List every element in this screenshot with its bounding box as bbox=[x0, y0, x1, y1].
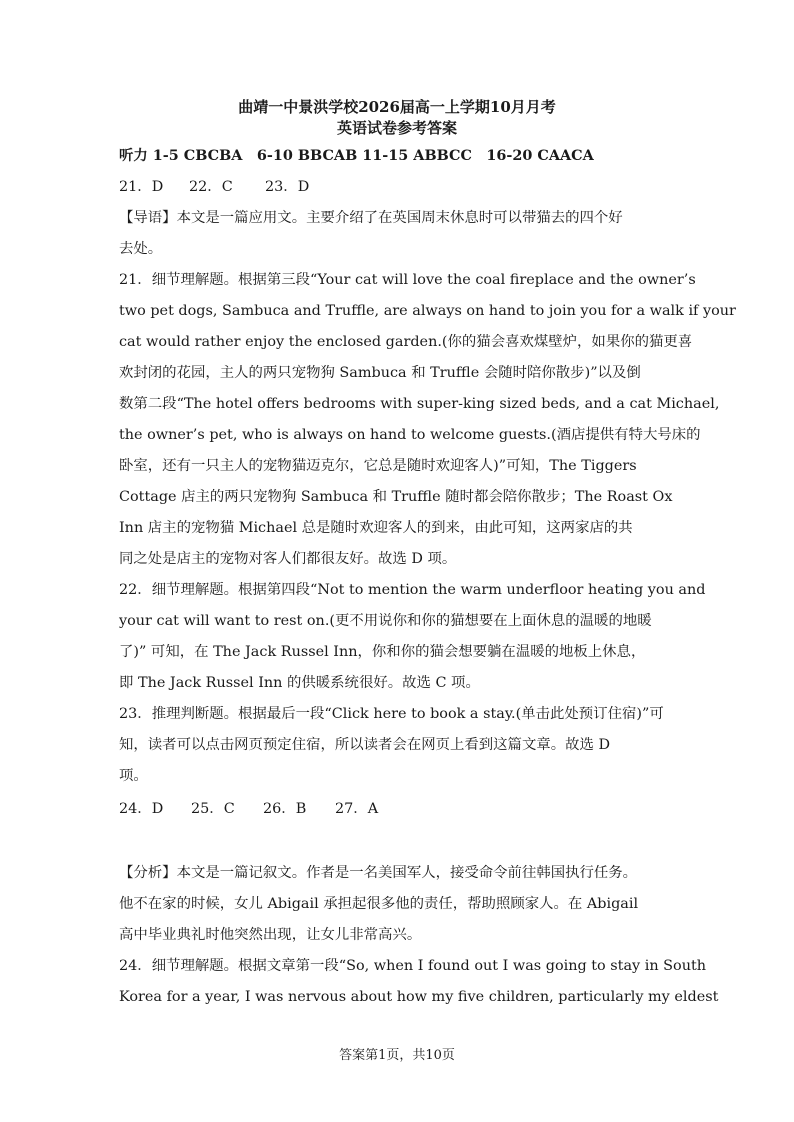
exam-subtitle: 英语试卷参考答案 bbox=[336, 119, 457, 137]
answers-24-27 bbox=[119, 799, 679, 819]
answer-21: 21．D bbox=[119, 179, 164, 195]
listening-answers: 听力 1-5 CBCBA 6-10 BBCAB 11-15 ABBCC 16-20 CAACA bbox=[119, 147, 594, 164]
passage1-line: Cottage 店主的两只宠物狗 Sambuca 和 Truffle 随时都会陪你散步；The Roast Ox bbox=[119, 489, 673, 505]
passage1-line: 项。 bbox=[119, 768, 148, 784]
answer-27: 27．A bbox=[335, 801, 379, 817]
passage1-line: Inn 店主的宠物猫 Michael 总是随时欢迎客人的到来，由此可知，这两家店的共 bbox=[119, 520, 633, 536]
passage1-line: 23．推理判断题。根据最后一段“Click here to book a stay.(单击此处预订住宿)”可 bbox=[119, 706, 664, 722]
answer-22: 22．C bbox=[189, 179, 233, 195]
answer-25: 25．C bbox=[191, 801, 235, 817]
passage1-line: 【导语】本文是一篇应用文。主要介绍了在英国周末休息时可以带猫去的四个好 bbox=[119, 210, 623, 226]
passage1-line: cat would rather enjoy the enclosed garden.(你的猫会喜欢煤壁炉，如果你的猫更喜 bbox=[119, 334, 693, 350]
passage1-line: your cat will want to rest on.(更不用说你和你的猫想要在上面休息的温暖的地暖 bbox=[119, 613, 652, 629]
passage2-line: Korea for a year, I was nervous about how my five children, particularly my eldest bbox=[119, 989, 719, 1005]
passage1-line: 即 The Jack Russel Inn 的供暖系统很好。故选 C 项。 bbox=[119, 675, 480, 691]
passage1-line: 欢封闭的花园，主人的两只宠物狗 Sambuca 和 Truffle 会随时陪你散步)”以及倒 bbox=[119, 365, 641, 381]
passage2-line: 高中毕业典礼时他突然出现，让女儿非常高兴。 bbox=[119, 927, 422, 943]
answer-23: 23．D bbox=[265, 179, 310, 195]
passage1-line: 22．细节理解题。根据第四段“Not to mention the warm underfloor heating you and bbox=[119, 582, 706, 598]
answers-21-23 bbox=[119, 177, 679, 197]
passage1-line: 数第二段“The hotel offers bedrooms with super-king sized beds, and a cat Michael, bbox=[119, 396, 720, 412]
passage2-line: 24．细节理解题。根据文章第一段“So, when I found out I was going to stay in South bbox=[119, 958, 707, 974]
passage1-line: 知，读者可以点击网页预定住宿，所以读者会在网页上看到这篇文章。故选 D bbox=[119, 737, 611, 753]
passage1-line: the owner’s pet, who is always on hand to welcome guests.(酒店提供有特大号床的 bbox=[119, 427, 701, 443]
passage2-line: 【分析】本文是一篇记叙文。作者是一名美国军人，接受命令前往韩国执行任务。 bbox=[119, 865, 638, 881]
passage1-line: 21．细节理解题。根据第三段“Your cat will love the coal fireplace and the owner’s bbox=[119, 272, 696, 288]
passage1-line: 卧室，还有一只主人的宠物猫迈克尔，它总是随时欢迎客人)”可知，The Tiggers bbox=[119, 458, 637, 474]
page-footer: 答案第1页，共10页 bbox=[339, 1048, 455, 1063]
answer-26: 26．B bbox=[263, 801, 307, 817]
passage1-line: two pet dogs, Sambuca and Truffle, are always on hand to join you for a walk if your bbox=[119, 303, 736, 319]
passage1-line: 去处。 bbox=[119, 241, 163, 257]
answer-24: 24．D bbox=[119, 801, 164, 817]
passage1-line: 同之处是店主的宠物对客人们都很友好。故选 D 项。 bbox=[119, 551, 457, 567]
passage2-line: 他不在家的时候，女儿 Abigail 承担起很多他的责任，帮助照顾家人。在 Abigail bbox=[119, 896, 639, 912]
exam-title: 曲靖一中景洪学校2026届高一上学期10月月考 bbox=[238, 98, 556, 116]
passage1-line: 了)” 可知，在 The Jack Russel Inn，你和你的猫会想要躺在温暖的地板上休息， bbox=[119, 644, 646, 660]
